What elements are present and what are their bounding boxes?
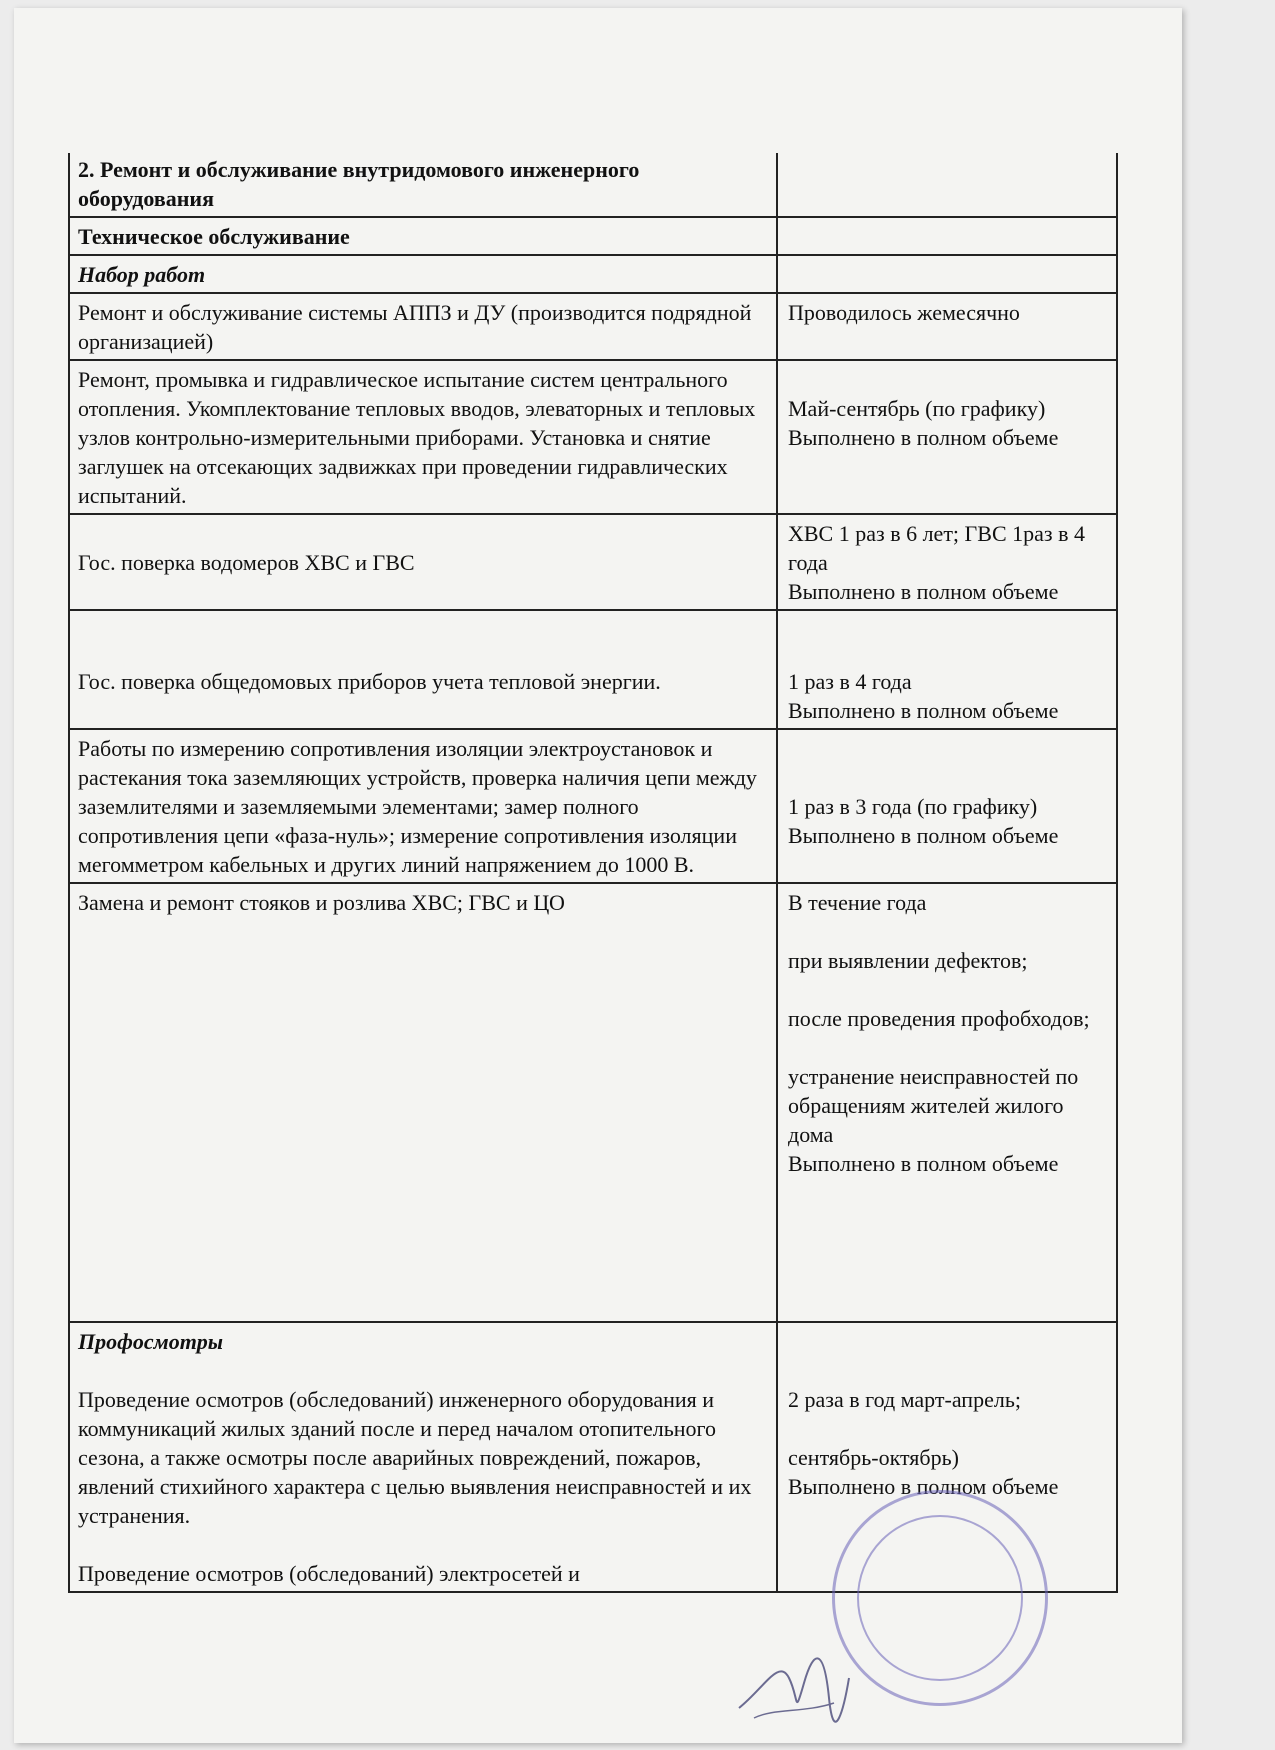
inspections-text: Проведение осмотров (обследований) инженерного оборудования и коммуникаций жилых зданий после и перед началом отопительного сезона, а также осмотры после аварийных повреждений, пожаров, явлений стихийного характера с целью выявления неисправностей и их устранения. [78,1387,752,1528]
round-seal-stamp [832,1490,1048,1706]
work-text: Гос. поверка общедомовых приборов учета тепловой энергии. [78,669,661,694]
period-text: В течение года [788,890,927,915]
table-row [70,611,1118,730]
status-text: Выполнено в полном объеме [788,1151,1059,1176]
period-text: устранение неисправностей по обращениям жителей жилого дома [788,1064,1079,1147]
handwritten-signature [734,1638,854,1728]
section-heading-row [70,153,1118,218]
work-period [778,884,1118,1321]
subheading-row [70,218,1118,256]
work-description [70,611,778,728]
work-period [778,361,1118,513]
section-heading: 2. Ремонт и обслуживание внутридомового инженерного оборудования [70,153,778,216]
work-period: Проводилось жемесячно [778,294,1118,359]
work-set-row [70,256,1118,294]
work-text: Гос. поверка водомеров ХВС и ГВС [78,550,415,575]
inspections-description [70,1323,778,1591]
status-text: Выполнено в полном объеме [788,698,1059,723]
period-text: после проведения профобходов; [788,1006,1090,1031]
status-text: Выполнено в полном объеме [788,579,1059,604]
work-period [778,515,1118,609]
work-description: Ремонт и обслуживание системы АППЗ и ДУ (производится подрядной организацией) [70,294,778,359]
period-text: Май-сентябрь (по графику) [788,396,1046,421]
work-set-label: Набор работ [70,256,778,292]
table-row [70,515,1118,611]
works-table [68,153,1118,1593]
document-page [14,8,1182,1743]
work-period [778,611,1118,728]
period-text: 1 раз в 3 года (по графику) [788,794,1038,819]
period-text: 2 раза в год март-апрель; [788,1387,1021,1412]
table-row [70,361,1118,515]
period-text: при выявлении дефектов; [788,948,1028,973]
empty-cell [778,153,1118,216]
period-text: 1 раз в 4 года [788,669,912,694]
status-text: Выполнено в полном объеме [788,425,1059,450]
empty-cell [778,218,1118,254]
empty-cell [778,256,1118,292]
period-text: ХВС 1 раз в 6 лет; ГВС 1раз в 4 года [788,521,1085,575]
work-description [70,515,778,609]
work-description: Ремонт, промывка и гидравлическое испытание систем центрального отопления. Укомплектование тепловых вводов, элеваторных и тепловых узлов контрольно-измерительными приборами. Установка и снятие заглушек на отсекающих задвижках при проведении гидравлических испытаний. [70,361,778,513]
inspections-text: Проведение осмотров (обследований) электросетей и [78,1561,580,1586]
status-text: Выполнено в полном объеме [788,1474,1059,1499]
subheading: Техническое обслуживание [70,218,778,254]
work-description: Работы по измерению сопротивления изоляции электроустановок и растекания тока заземляющих устройств, проверка наличия цепи между заземлителями и заземляемыми элементами; замер полного сопротивления цепи «фаза-нуль»; измерение сопротивления изоляции мегомметром кабельных и других линий напряжением до 1000 В. [70,730,778,882]
table-row [70,730,1118,884]
period-text: сентябрь-октябрь) [788,1445,959,1470]
work-period [778,730,1118,882]
table-row [70,884,1118,1323]
status-text: Выполнено в полном объеме [788,823,1059,848]
table-row [70,294,1118,361]
inspections-title: Профосмотры [78,1329,224,1354]
work-text: Замена и ремонт стояков и розлива ХВС; ГВС и ЦО [78,890,565,915]
work-description [70,884,778,1321]
